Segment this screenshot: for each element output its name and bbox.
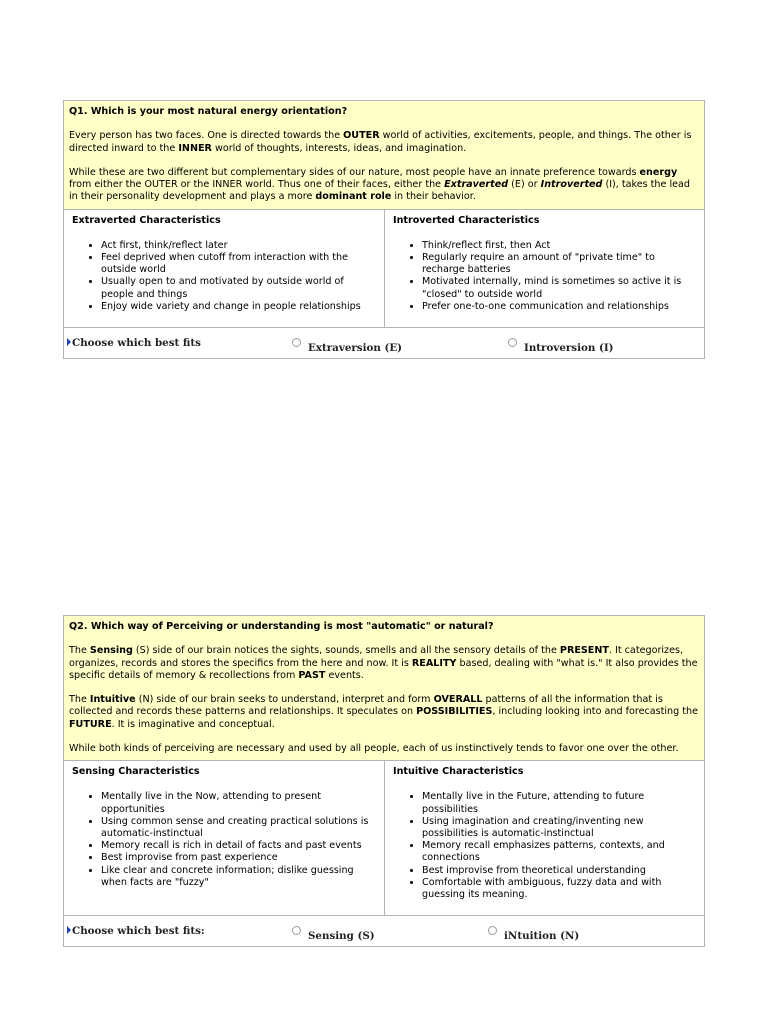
intuitive-column [384, 761, 704, 915]
question-2-paragraph-2: The Intuitive (N) side of our brain seeks to understand, interpret and form OVERALL patterns of all the information that is collected and records these patterns and relationships. It speculates on POSSIBILITIES, including looking into and forecasting the FUTURE. It is imaginative and conceptual. [69, 694, 699, 730]
extraversion-label[interactable]: Extraversion (E) [308, 342, 403, 355]
question-2-choice-row [64, 916, 704, 946]
list-item: • Mentally live in the Now, attending to present opportunities [101, 791, 378, 815]
sensing-label[interactable]: Sensing (S) [308, 930, 375, 943]
sensing-list [72, 791, 378, 889]
sensing-heading: Sensing Characteristics [72, 766, 200, 778]
question-1-paragraph-1: Every person has two faces. One is directed towards the OUTER world of activities, excitements, people, and things. The other is directed inward to the INNER world of thoughts, interests, ideas, and imagination. [69, 130, 692, 154]
question-2-block [63, 615, 705, 947]
list-item: • Using imagination and creating/inventing new possibilities is automatic-instinctual [422, 816, 698, 840]
question-2-characteristics [64, 761, 704, 916]
intuition-radio[interactable] [488, 926, 497, 935]
intuition-option[interactable] [488, 925, 579, 942]
introverted-list [393, 240, 698, 313]
question-1-choice-row [64, 328, 704, 358]
question-1-paragraph-2: While these are two different but complementary sides of our nature, most people have an innate preference towards energy from either the OUTER or the INNER world. Thus one of their faces, either the Extraverted (E) or Introverted (I), takes the lead in their personality development and plays a more dominant role in their behavior. [69, 166, 691, 203]
question-1-intro [64, 101, 704, 210]
intuitive-list [393, 791, 698, 901]
list-item: • Act first, think/reflect later [101, 240, 378, 252]
extraverted-heading: Extraverted Characteristics [72, 214, 221, 226]
introverted-heading: Introverted Characteristics [393, 214, 540, 226]
list-item: • Memory recall is rich in detail of facts and past events [101, 840, 378, 852]
introversion-label[interactable]: Introversion (I) [524, 342, 614, 355]
list-item: • Comfortable with ambiguous, fuzzy data and with guessing its meaning. [422, 877, 698, 901]
question-1-block [63, 100, 705, 359]
list-item: • Feel deprived when cutoff from interaction with the outside world [101, 252, 378, 276]
introversion-radio[interactable] [508, 338, 517, 347]
question-2-paragraph-3: While both kinds of perceiving are necessary and used by all people, each of us instinctively tends to favor one over the other. [69, 742, 679, 754]
extraverted-column [64, 210, 384, 327]
list-item: • Motivated internally, mind is sometimes so active it is "closed" to outside world [422, 276, 698, 300]
choose-label: Choose which best fits: [67, 925, 205, 937]
arrow-right-icon [67, 338, 71, 346]
list-item: • Enjoy wide variety and change in people relationships [101, 301, 378, 313]
intuition-label[interactable]: iNtuition (N) [504, 930, 580, 943]
list-item: • Think/reflect first, then Act [422, 240, 698, 252]
choose-label: Choose which best fits [67, 337, 201, 349]
introverted-column [384, 210, 704, 327]
list-item: • Using common sense and creating practical solutions is automatic-instinctual [101, 816, 378, 840]
sensing-radio[interactable] [292, 926, 301, 935]
list-item: • Best improvise from theoretical understanding [422, 865, 698, 877]
list-item: • Like clear and concrete information; dislike guessing when facts are "fuzzy" [101, 865, 378, 889]
list-item: • Prefer one-to-one communication and relationships [422, 301, 698, 313]
question-1-characteristics [64, 210, 704, 328]
intuitive-heading: Intuitive Characteristics [393, 766, 524, 778]
sensing-column [64, 761, 384, 915]
list-item: • Best improvise from past experience [101, 852, 378, 864]
list-item: • Memory recall emphasizes patterns, contexts, and connections [422, 840, 698, 864]
introversion-option[interactable] [508, 337, 614, 354]
list-item: • Usually open to and motivated by outside world of people and things [101, 276, 378, 300]
list-item: • Mentally live in the Future, attending to future possibilities [422, 791, 698, 815]
list-item: • Regularly require an amount of "private time" to recharge batteries [422, 252, 698, 276]
arrow-right-icon [67, 926, 71, 934]
extraversion-option[interactable] [292, 337, 402, 354]
question-2-title: Q2. Which way of Perceiving or understanding is most "automatic" or natural? [69, 621, 494, 632]
sensing-option[interactable] [292, 925, 375, 942]
question-2-intro [64, 616, 704, 761]
extraversion-radio[interactable] [292, 338, 301, 347]
question-2-paragraph-1: The Sensing (S) side of our brain notices the sights, sounds, smells and all the sensory details of the PRESENT. It categorizes, organizes, records and stores the specifics from the here and now. It is REALITY based, dealing with "what is." It also provides the specific details of memory & recollections from PAST events. [69, 645, 698, 681]
question-1-title: Q1. Which is your most natural energy orientation? [69, 106, 348, 117]
extraverted-list [72, 240, 378, 313]
